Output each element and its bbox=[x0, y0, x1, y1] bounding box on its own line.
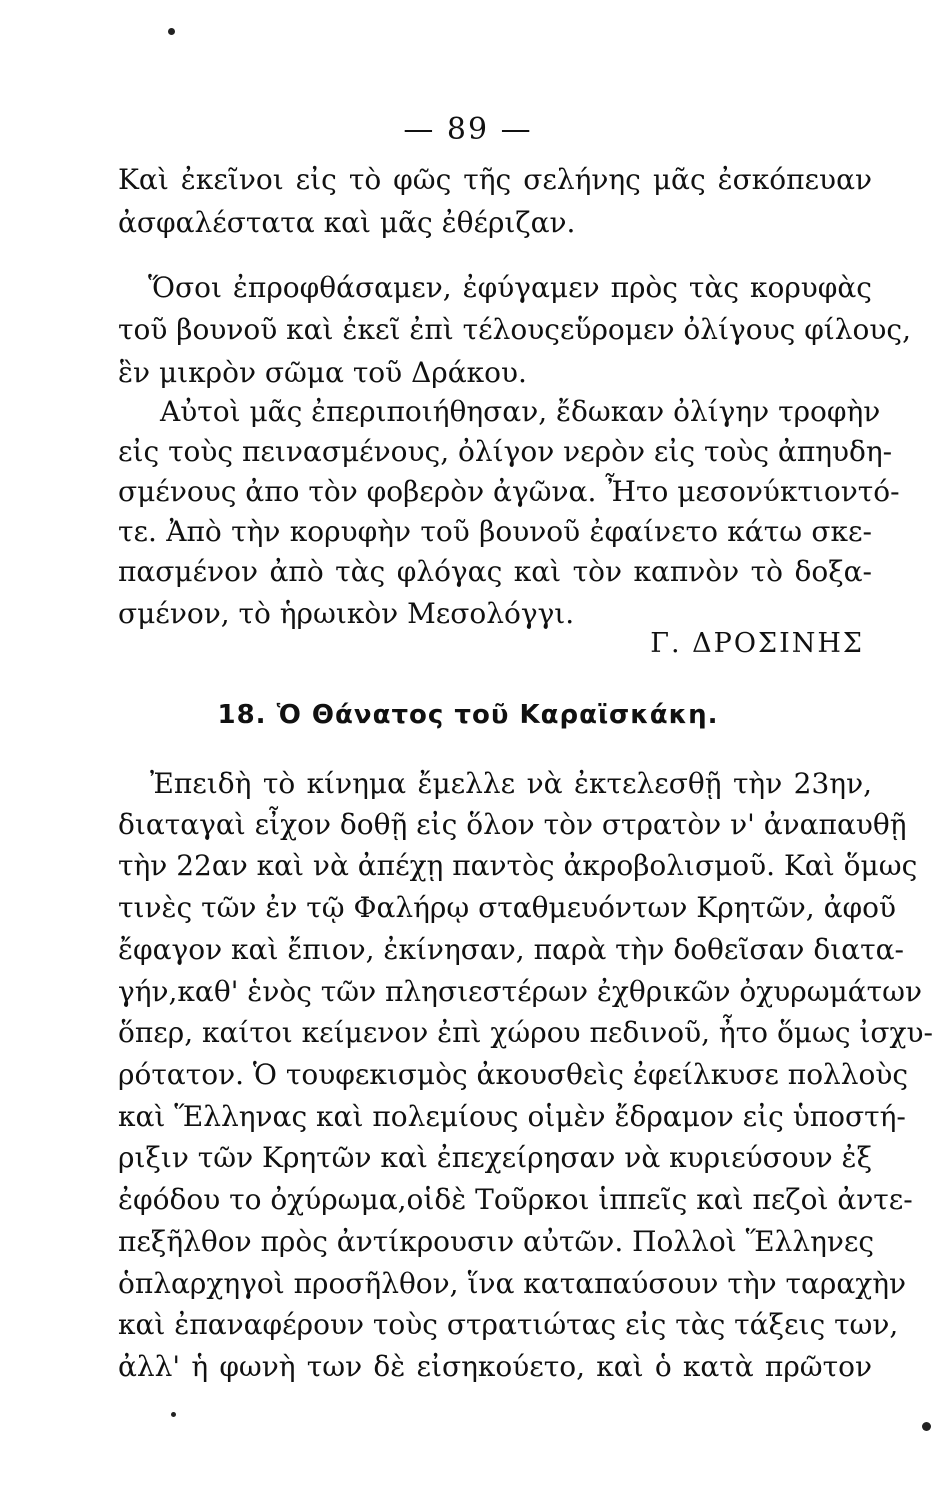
text-line: πασμένον ἀπὸ τὰς φλόγας καὶ τὸν καπνὸν τὸ δοξα- bbox=[118, 555, 872, 588]
section-title: 18. Ὁ Θάνατος τοῦ Καραϊσκάκη. bbox=[217, 700, 719, 730]
ink-speck bbox=[171, 1412, 176, 1417]
text-line: ὅπερ, καίτοι κείμενον ἐπὶ χώρου πεδινοῦ, ἦτο ὅμως ἰσχυ- bbox=[118, 1016, 933, 1049]
text-line: ἔφαγον καὶ ἔπιον, ἐκίνησαν, παρὰ τὴν δοθεῖσαν διατα- bbox=[118, 933, 904, 966]
text-line: Ὅσοι ἐπροφθάσαμεν, ἐφύγαμεν πρὸς τὰς κορυφὰς bbox=[148, 271, 872, 304]
ink-speck bbox=[922, 1422, 931, 1431]
page-number: — 89 — bbox=[403, 112, 533, 147]
ink-speck bbox=[168, 28, 175, 35]
author-signature: Γ. ΔΡΟΣΙΝΗΣ bbox=[650, 628, 864, 659]
text-line: τὴν 22αν καὶ νὰ ἀπέχῃ παντὸς ἀκροβολισμοῦ. Καὶ ὅμως bbox=[118, 849, 918, 882]
text-line: Αὐτοὶ μᾶς ἐπεριποιήθησαν, ἔδωκαν ὀλίγην τροφὴν bbox=[160, 395, 881, 428]
text-line: πεξῆλθον πρὸς ἀντίκρουσιν αὐτῶν. Πολλοὶ Ἕλληνες bbox=[118, 1225, 875, 1258]
text-line: Ἐπειδὴ τὸ κίνημα ἔμελλε νὰ ἐκτελεσθῇ τὴν 23ην, bbox=[150, 767, 872, 800]
text-line: γήν,καθ' ἑνὸς τῶν πλησιεστέρων ἐχθρικῶν ὀχυρωμάτων bbox=[118, 975, 923, 1008]
text-line: ἀσφαλέστατα καὶ μᾶς ἐθέριζαν. bbox=[118, 206, 576, 239]
text-line: ρότατον. Ὁ τουφεκισμὸς ἀκουσθεὶς ἐφείλκυσε πολλοὺς bbox=[118, 1058, 909, 1091]
text-line: τε. Ἀπὸ τὴν κορυφὴν τοῦ βουνοῦ ἐφαίνετο κάτω σκε- bbox=[118, 515, 872, 548]
text-line: τινὲς τῶν ἐν τῷ Φαλήρῳ σταθμευόντων Κρητῶν, ἀφοῦ bbox=[118, 891, 896, 924]
text-line: Καὶ ἐκεῖνοι εἰς τὸ φῶς τῆς σελήνης μᾶς ἐσκόπευαν bbox=[118, 163, 872, 196]
text-line: ἓν μικρὸν σῶμα τοῦ Δράκου. bbox=[118, 356, 527, 389]
text-line: ὁπλαρχηγοὶ προσῆλθον, ἵνα καταπαύσουν τὴν ταραχὴν bbox=[118, 1267, 907, 1300]
text-line: ἀλλ' ἡ φωνὴ των δὲ εἰσηκούετο, καὶ ὁ κατὰ πρῶτον bbox=[118, 1350, 872, 1383]
text-line: καὶ Ἕλληνας καὶ πολεμίους οἱμὲν ἔδραμον εἰς ὑποστή- bbox=[118, 1100, 906, 1133]
text-line: σμένον, τὸ ἡρωικὸν Μεσολόγγι. bbox=[118, 597, 575, 630]
text-line: εἰς τοὺς πεινασμένους, ὀλίγον νερὸν εἰς τοὺς ἀπηυδη- bbox=[118, 435, 893, 468]
text-line: τοῦ βουνοῦ καὶ ἐκεῖ ἐπὶ τέλουςεὕρομεν ὀλίγους φίλους, bbox=[118, 313, 911, 346]
text-line: διαταγαὶ εἶχον δοθῇ εἰς ὅλον τὸν στρατὸν ν' ἀναπαυθῇ bbox=[118, 808, 907, 841]
text-line: ριξιν τῶν Κρητῶν καὶ ἐπεχείρησαν νὰ κυριεύσουν ἐξ bbox=[118, 1141, 872, 1174]
text-line: σμένους ἀπο τὸν φοβερὸν ἀγῶνα. Ἦτο μεσονύκτιοντό- bbox=[118, 475, 900, 508]
text-line: καὶ ἐπαναφέρουν τοὺς στρατιώτας εἰς τὰς τάξεις των, bbox=[118, 1308, 899, 1341]
text-line: ἐφόδου το ὀχύρωμα,οἱδὲ Τοῦρκοι ἱππεῖς καὶ πεζοὶ ἀντε- bbox=[118, 1183, 913, 1216]
